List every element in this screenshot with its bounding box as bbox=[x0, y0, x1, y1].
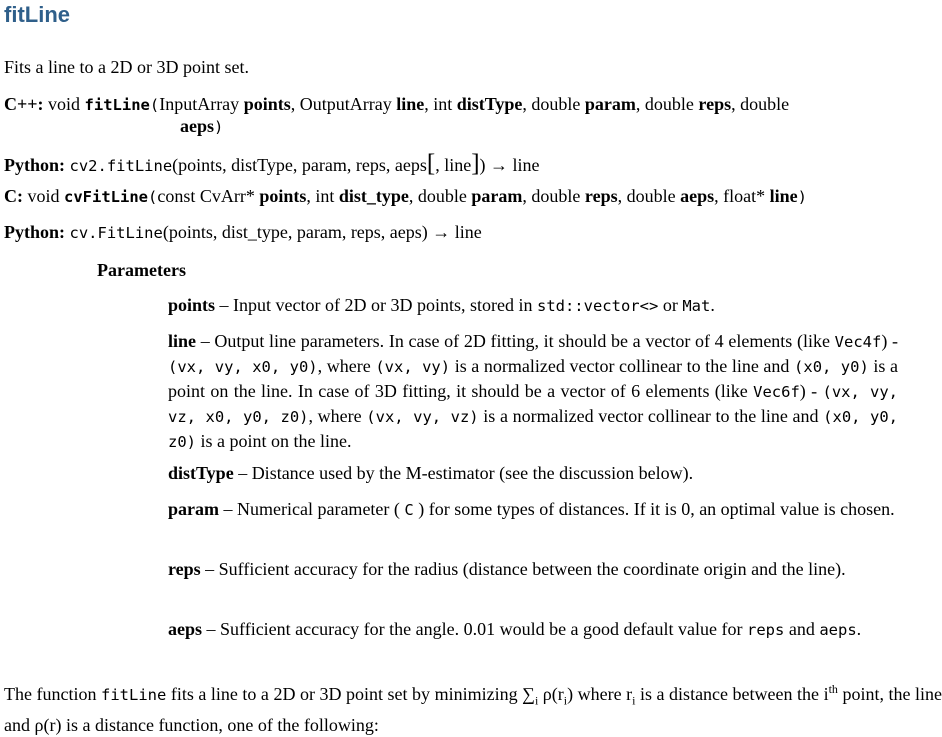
param-points: points – Input vector of 2D or 3D points, stored in std::vector<> or Mat. bbox=[168, 295, 715, 315]
parameters-heading: Parameters bbox=[97, 260, 186, 280]
param-line: line – Output line parameters. In case of 2D fitting, it should be a vector of 4 elements (like Vec4f) - (vx, vy, x0, y0), where (vx, vy) is a normalized vector collinear to the line and (x0, y0) is a point on the line. In case of 3D fitting, it should be a vector of 6 elements (like Vec6f) - (vx, vy, vz, x0, y0, z0), where (vx, vy, vz) is a normalized vector collinear to the line and (x0, y0, z0) is a point on the line. bbox=[168, 331, 899, 451]
description-paragraph: The function fitLine fits a line to a 2D or 3D point set by minimizing $\sum_i$ $\rho(r_i)$ where $r_i$ is a distance between the $i^{th}$ point, the line and ρ(r) is a distance function, one of the following: bbox=[4, 682, 942, 735]
python-cv2-signature: Python: cv2.fitLine(points, distType, param, reps, aeps[, line]) → line bbox=[4, 150, 540, 177]
python-module: cv2.fitLine bbox=[69, 157, 173, 175]
arrow-icon: → bbox=[490, 155, 509, 175]
param-reps: reps – Sufficient accuracy for the radius (distance between the coordinate origin and the line). bbox=[168, 559, 846, 579]
cpp-signature: C++: void fitLine(InputArray points, OutputArray line, int distType, double param, double reps, double bbox=[4, 94, 790, 114]
function-name: fitLine bbox=[84, 96, 150, 114]
param-aeps: aeps – Sufficient accuracy for the angle. 0.01 would be a good default value for reps and aeps. bbox=[168, 619, 862, 639]
cpp-label: C++: bbox=[4, 94, 44, 114]
arrow-icon: → bbox=[432, 222, 451, 242]
cpp-signature-cont: aeps) bbox=[180, 116, 224, 136]
c-signature: C: void cvFitLine(const CvArr* points, int dist_type, double param, double reps, double aeps, float* line) bbox=[4, 186, 807, 206]
param-disttype: distType – Distance used by the M-estimator (see the discussion below). bbox=[168, 463, 694, 483]
sum-symbol: ∑ bbox=[522, 684, 535, 704]
summary: Fits a line to a 2D or 3D point set. bbox=[4, 57, 249, 77]
python-cv-signature: Python: cv.FitLine(points, dist_type, param, reps, aeps) → line bbox=[4, 222, 482, 242]
page-title: fitLine bbox=[4, 2, 70, 27]
param-param: param – Numerical parameter ( C ) for some types of distances. If it is 0, an optimal value is chosen. bbox=[168, 499, 895, 519]
